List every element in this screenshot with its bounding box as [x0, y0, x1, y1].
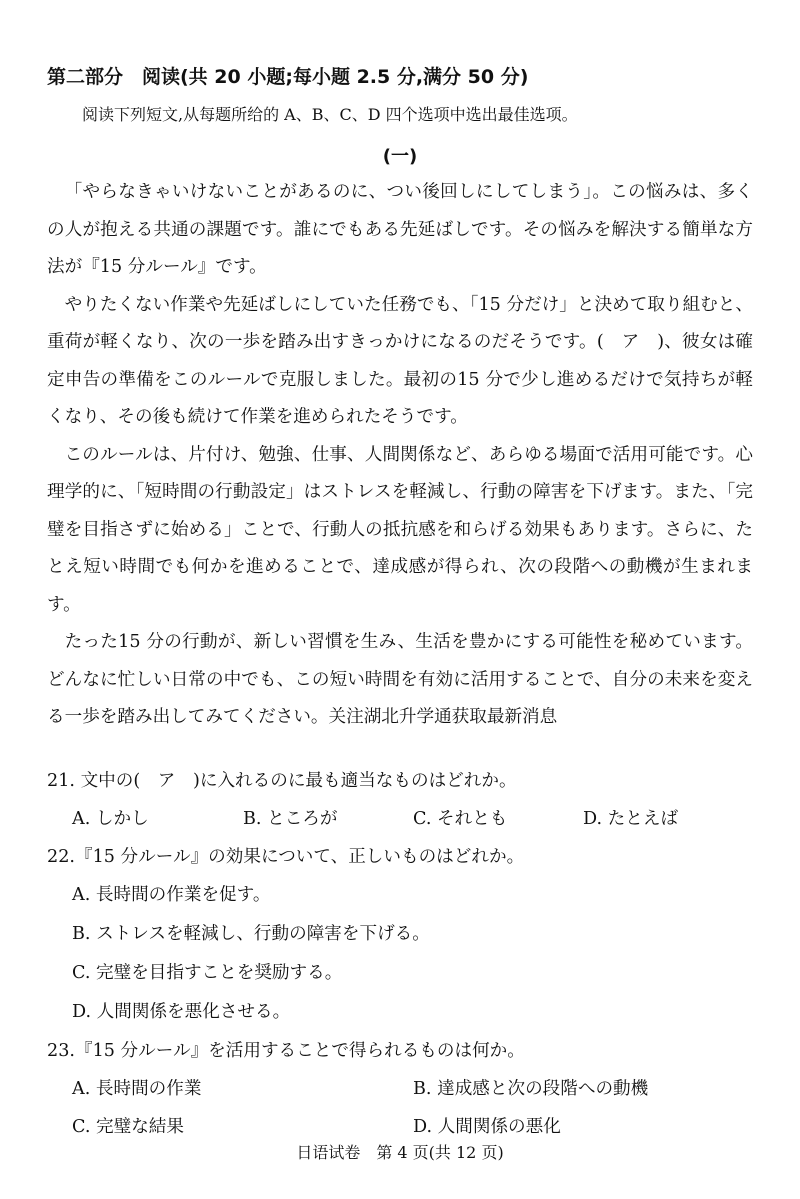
- passage-paragraph: やりたくない作業や先延ばしにしていた任務でも、「15 分だけ」と決めて取り組むと、重荷が軽くなり、次の一歩を踏み出すきっかけになるのだそうです。( ア )、彼女は確定申告の準備をこのルールで克服しました。最初の15 分で少し進めるだけで気持ちが軽くなり、その後も続けて作業を進められたそうです。: [47, 294, 753, 427]
- passage-paragraph: 「やらなきゃいけないことがあるのに、つい後回しにしてしまう」。この悩みは、多くの人が抱える共通の課題です。誰にでもある先延ばしです。その悩みを解決する簡単な方法が『15 分ルール』です。: [47, 182, 753, 277]
- option-row: [47, 1070, 753, 1108]
- question-22: [47, 838, 753, 1032]
- question-21: [47, 762, 753, 838]
- option-c: C. 完璧を目指すことを奨励する。: [72, 963, 343, 983]
- option-d: D. 人間関係を悪化させる。: [72, 1002, 291, 1022]
- passage-number: (一): [382, 146, 418, 167]
- question-23: [47, 1032, 753, 1146]
- passage-paragraph: たった15 分の行動が、新しい習慣を生み、生活を豊かにする可能性を秘めています。どんなに忙しい日常の中でも、この短い時間を有効に活用することで、自分の未来を変える一歩を踏み出してみてください。关注湖北升学通获取最新消息: [47, 632, 753, 727]
- section-title: 第二部分 阅读(共 20 小题;每小题 2.5 分,满分 50 分): [47, 66, 529, 88]
- option-c: C. それとも: [413, 809, 508, 829]
- option-a: A. しかし: [72, 809, 149, 829]
- option-a: A. 長時間の作業: [72, 1079, 202, 1099]
- section-instruction: 阅读下列短文,从每题所给的 A、B、C、D 四个选项中选出最佳选项。: [82, 105, 578, 124]
- question-list: [47, 762, 753, 1146]
- reading-passage: [47, 174, 753, 737]
- option-a: A. 長時間の作業を促す。: [72, 885, 271, 905]
- option-c: C. 完璧な結果: [72, 1117, 184, 1137]
- option-b: B. ところが: [243, 809, 338, 829]
- passage-paragraph: このルールは、片付け、勉強、仕事、人間関係など、あらゆる場面で活用可能です。心理学的に、「短時間の行動設定」はストレスを軽減し、行動の障害を下げます。また、「完璧を目指さずに始める」ことで、行動人の抵抗感を和らげる効果もあります。さらに、たとえ短い時間でも何かを進めることで、達成感が得られ、次の段階への動機が生まれます。: [47, 444, 753, 615]
- question-stem: 21. 文中の( ア )に入れるのに最も適当なものはどれか。: [47, 771, 517, 791]
- question-stem: 23.『15 分ルール』を活用することで得られるものは何か。: [47, 1041, 525, 1061]
- option-d: D. 人間関係の悪化: [413, 1117, 561, 1137]
- option-b: B. ストレスを軽減し、行動の障害を下げる。: [72, 924, 430, 944]
- option-d: D. たとえば: [583, 809, 679, 829]
- option-b: B. 達成感と次の段階への動機: [413, 1079, 649, 1099]
- option-row: [47, 800, 753, 838]
- question-stem: 22.『15 分ルール』の効果について、正しいものはどれか。: [47, 847, 525, 867]
- page-footer: 日语试卷 第 4 页(共 12 页): [296, 1143, 504, 1162]
